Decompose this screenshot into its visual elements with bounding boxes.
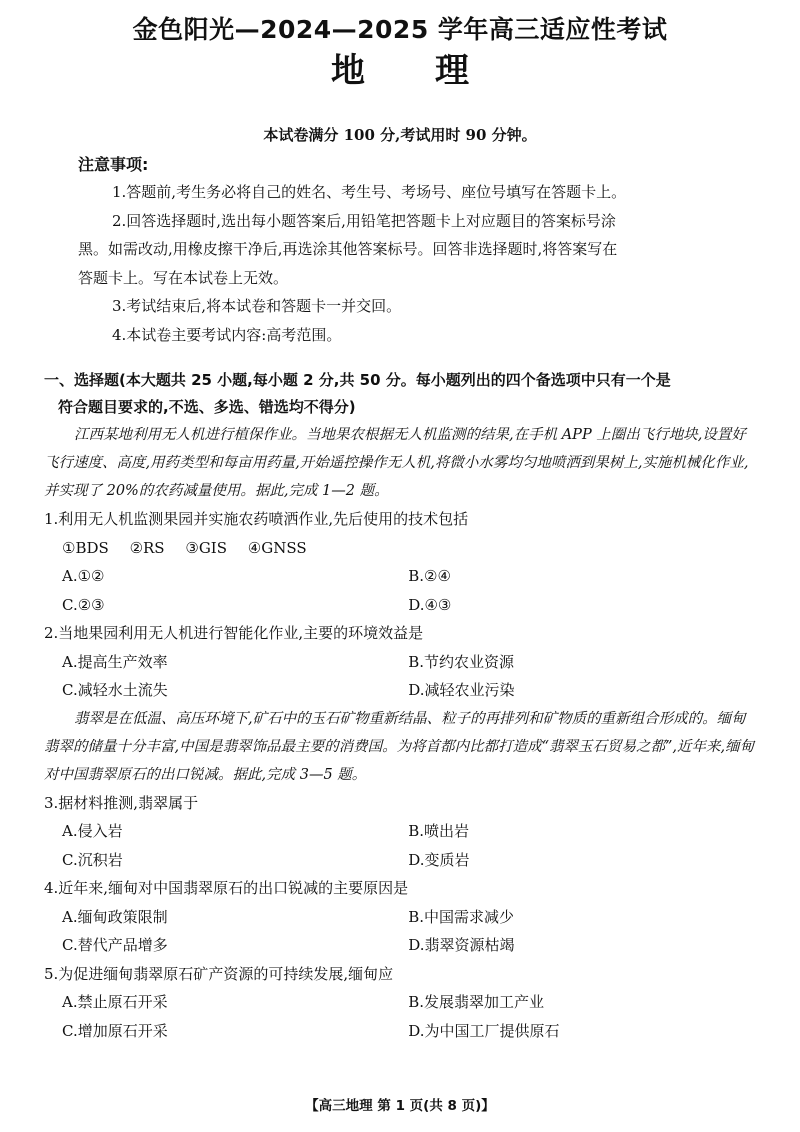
options-row: [44, 817, 756, 846]
exam-title: 金色阳光—2024—2025 学年高三适应性考试: [132, 15, 668, 44]
notice-heading: 注意事项:: [78, 155, 149, 174]
notice-item: 3.考试结束后,将本试卷和答题卡一并交回。: [112, 297, 402, 315]
question-4: [44, 874, 756, 960]
option-b: B.发展翡翠加工产业: [408, 993, 544, 1011]
option-d: D.翡翠资源枯竭: [408, 936, 515, 954]
option-a: A.缅甸政策限制: [62, 907, 168, 926]
notice-item: 4.本试卷主要考试内容:高考范围。: [112, 325, 342, 344]
options-row: [44, 648, 756, 677]
section-heading-line2: 符合题目要求的,不选、多选、错选均不得分): [58, 398, 356, 416]
section-heading-line1: 一、选择题(本大题共 25 小题,每小题 2 分,共 50 分。每小题列出的四个备选项中只有一个是: [44, 371, 671, 389]
options-row: [44, 591, 756, 620]
subject-title: 地理: [331, 51, 539, 91]
option-c: C.替代产品增多: [62, 936, 168, 954]
options-row: [44, 562, 756, 591]
exam-meta: 本试卷满分 100 分,考试用时 90 分钟。: [263, 126, 537, 144]
question-5: [44, 960, 756, 1046]
question-3: [44, 789, 756, 875]
material-passage-1: 江西某地利用无人机进行植保作业。当地果农根据无人机监测的结果,在手机 APP 上圈出飞行地块,设置好飞行速度、高度,用药类型和每亩用药量,开始遥控操作无人机,将微小水雾均匀地喷洒到果树上,实施机械化作业,并实现了 20%的农药减量使用。据此,完成 1—2 题。: [44, 427, 749, 499]
option-d: D.变质岩: [408, 850, 470, 869]
option-d: D.为中国工厂提供原石: [408, 1021, 560, 1040]
question-stem: 3.据材料推测,翡翠属于: [44, 793, 199, 812]
option-c: C.减轻水土流失: [62, 681, 168, 699]
notice-list: [44, 178, 756, 349]
question-1: [44, 505, 756, 619]
option-c: C.沉积岩: [62, 850, 123, 869]
option-d: D.减轻农业污染: [408, 681, 515, 699]
section-heading: [44, 367, 756, 421]
option-b: B.②④: [408, 567, 451, 585]
option-a: A.侵入岩: [62, 822, 123, 840]
options-row: [44, 931, 756, 960]
option-a: A.①②: [62, 567, 105, 585]
option-d: D.④③: [408, 595, 452, 614]
options-row: [44, 1017, 756, 1046]
tech-item: ④GNSS: [247, 538, 307, 557]
options-row: [44, 903, 756, 932]
options-row: [44, 846, 756, 875]
options-row: [44, 676, 756, 705]
option-a: A.提高生产效率: [62, 652, 168, 671]
tech-item: ①BDS: [62, 538, 109, 557]
question-stem: 5.为促进缅甸翡翠原石矿产资源的可持续发展,缅甸应: [44, 964, 394, 983]
question-stem: 1.利用无人机监测果园并实施农药喷洒作业,先后使用的技术包括: [44, 510, 469, 528]
question-2: [44, 619, 756, 705]
notice-item-continued: 答题卡上。写在本试卷上无效。: [78, 268, 289, 287]
option-b: B.喷出岩: [408, 822, 469, 840]
option-b: B.中国需求减少: [408, 907, 514, 926]
option-a: A.禁止原石开采: [62, 993, 168, 1011]
notice-item: 2.回答选择题时,选出每小题答案后,用铅笔把答题卡上对应题目的答案标号涂: [112, 211, 616, 230]
tech-item: ③GIS: [185, 538, 228, 557]
question-stem: 4.近年来,缅甸对中国翡翠原石的出口锐减的主要原因是: [44, 879, 409, 897]
technology-list: [44, 534, 756, 563]
option-c: C.②③: [62, 595, 105, 614]
option-b: B.节约农业资源: [408, 652, 514, 671]
tech-item: ②RS: [129, 538, 165, 557]
question-stem: 2.当地果园利用无人机进行智能化作业,主要的环境效益是: [44, 624, 424, 642]
options-row: [44, 988, 756, 1017]
notice-item: 1.答题前,考生务必将自己的姓名、考生号、考场号、座位号填写在答题卡上。: [112, 183, 627, 201]
option-c: C.增加原石开采: [62, 1021, 168, 1040]
page-footer: 【高三地理 第 1 页(共 8 页)】: [305, 1098, 495, 1114]
material-passage-2: 翡翠是在低温、高压环境下,矿石中的玉石矿物重新结晶、粒子的再排列和矿物质的重新组合形成的。缅甸翡翠的储量十分丰富,中国是翡翠饰品最主要的消费国。为将首都内比都打造成“翡翠玉石贸易之都”,近年来,缅甸对中国翡翠原石的出口锐减。据此,完成 3—5 题。: [44, 710, 755, 783]
notice-item-continued: 黑。如需改动,用橡皮擦干净后,再选涂其他答案标号。回答非选择题时,将答案写在: [78, 240, 618, 258]
